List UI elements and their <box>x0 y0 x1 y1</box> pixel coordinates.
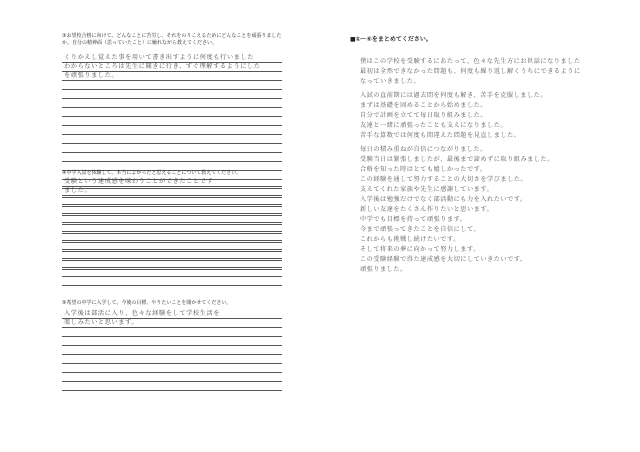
summary-line: 入学後は勉強だけでなく部活動にも力を入れたいです。 <box>360 196 527 203</box>
ruled-line <box>62 108 282 117</box>
answer-area-4 <box>62 178 282 286</box>
ruled-line <box>62 328 282 337</box>
ruled-line <box>62 268 282 277</box>
question-3-text: ③お望校合格に向けて、どんなことに苦労し、それをのりこえるためにどんなことを頑張りましたか。自分の精神面（思っていたこと）に触れながら教えてください。 <box>62 33 282 46</box>
summary-line: この受験経験で得た達成感を大切にしていきたいです。 <box>360 256 527 263</box>
ruled-line <box>62 250 282 259</box>
summary-line: 頑張りました。 <box>360 266 407 273</box>
handwritten-answer-line: わからないところは先生に聞きに行き、すぐ理解するようにした <box>64 63 261 70</box>
summary-line: 受験当日は緊張しましたが、最後まで諦めずに取り組みました。 <box>360 156 554 163</box>
summary-line: 新しい友達をたくさん作りたいと思います。 <box>360 206 494 213</box>
answer-area-5 <box>62 310 282 391</box>
blank-lines <box>62 196 282 286</box>
summary-line: 友達と一緒に頑張ったことも支えになりました。 <box>360 122 508 129</box>
summary-handwriting <box>360 58 610 276</box>
summary-line: 支えてくれた家族や先生に感謝しています。 <box>360 186 494 193</box>
summary-heading: ■①〜⑤をまとめてください。 <box>350 36 432 43</box>
handwritten-answer-line: くりかえし覚えた事を用いて書き出すように何度も行いました <box>64 54 255 61</box>
summary-line: そして将来の夢に向かって努力します。 <box>360 246 480 253</box>
ruled-line <box>62 135 282 144</box>
handwritten-answer-line: 入学後は部活に入り、色々な経験をして学校生活を <box>64 310 221 317</box>
summary-line: 僕はこの学校を受験するにあたって、色々な先生方にお世話になりました <box>360 58 581 65</box>
handwritten-answer-line: 楽しみたいと思います。 <box>64 319 139 326</box>
ruled-line <box>62 144 282 153</box>
blank-lines <box>62 328 282 391</box>
summary-line: なっていきました。 <box>360 78 421 85</box>
summary-line: 中学でも目標を持って頑張ります。 <box>360 216 467 223</box>
question-4-text: ④中学入試を体験して、本当によかったと思えることについて教えてください。 <box>62 170 242 176</box>
ruled-line <box>62 81 282 90</box>
ruled-line <box>62 337 282 346</box>
ruled-line <box>62 355 282 364</box>
question-5-text: ⑤希望の中学に入学して、今後の目標、やりたいことを聞かせてください。 <box>62 300 232 306</box>
ruled-line <box>62 99 282 108</box>
ruled-line <box>62 223 282 232</box>
summary-line: これからも挑戦し続けたいです。 <box>360 236 460 243</box>
ruled-line <box>62 153 282 162</box>
ruled-line <box>62 214 282 223</box>
ruled-line <box>62 126 282 135</box>
summary-line: 毎日の積み重ねが自信につながりました。 <box>360 146 487 153</box>
summary-line: この経験を通して努力することの大切さを学びました。 <box>360 176 528 183</box>
ruled-line <box>62 382 282 391</box>
summary-line: 入試の直前期には過去問を何度も解き、苦手を克服しました。 <box>360 92 548 99</box>
ruled-line <box>62 373 282 382</box>
ruled-line <box>62 364 282 373</box>
ruled-line <box>62 205 282 214</box>
summary-line: まずは基礎を固めることから始めました。 <box>360 102 488 109</box>
ruled-line <box>62 346 282 355</box>
summary-line: 今まで頑張ってきたことを自信にして、 <box>360 226 481 233</box>
ruled-line <box>62 117 282 126</box>
ruled-line <box>62 72 282 81</box>
summary-line: 自分で計画を立てて毎日取り組みました。 <box>360 112 488 119</box>
ruled-line <box>62 178 282 187</box>
handwritten-answer-line: ました。 <box>64 187 92 194</box>
ruled-line <box>62 277 282 286</box>
handwritten-answer-line: 受験という達成感を味わうことができたことです <box>64 178 214 185</box>
ruled-line <box>62 241 282 250</box>
handwritten-answer-line: を頑張りました。 <box>64 72 119 79</box>
summary-line: 合格を知った時はとても嬉しかったです。 <box>360 166 487 173</box>
ruled-line <box>62 259 282 268</box>
summary-line: 苦手な算数では何度も間違えた問題を見直しました。 <box>360 132 521 139</box>
ruled-line <box>62 187 282 196</box>
ruled-line <box>62 196 282 205</box>
summary-line: 最初は全然できなかった問題も、何度も繰り返し解くうちにできるように <box>360 68 581 75</box>
ruled-line <box>62 90 282 99</box>
ruled-line <box>62 232 282 241</box>
ruled-line <box>62 319 282 328</box>
